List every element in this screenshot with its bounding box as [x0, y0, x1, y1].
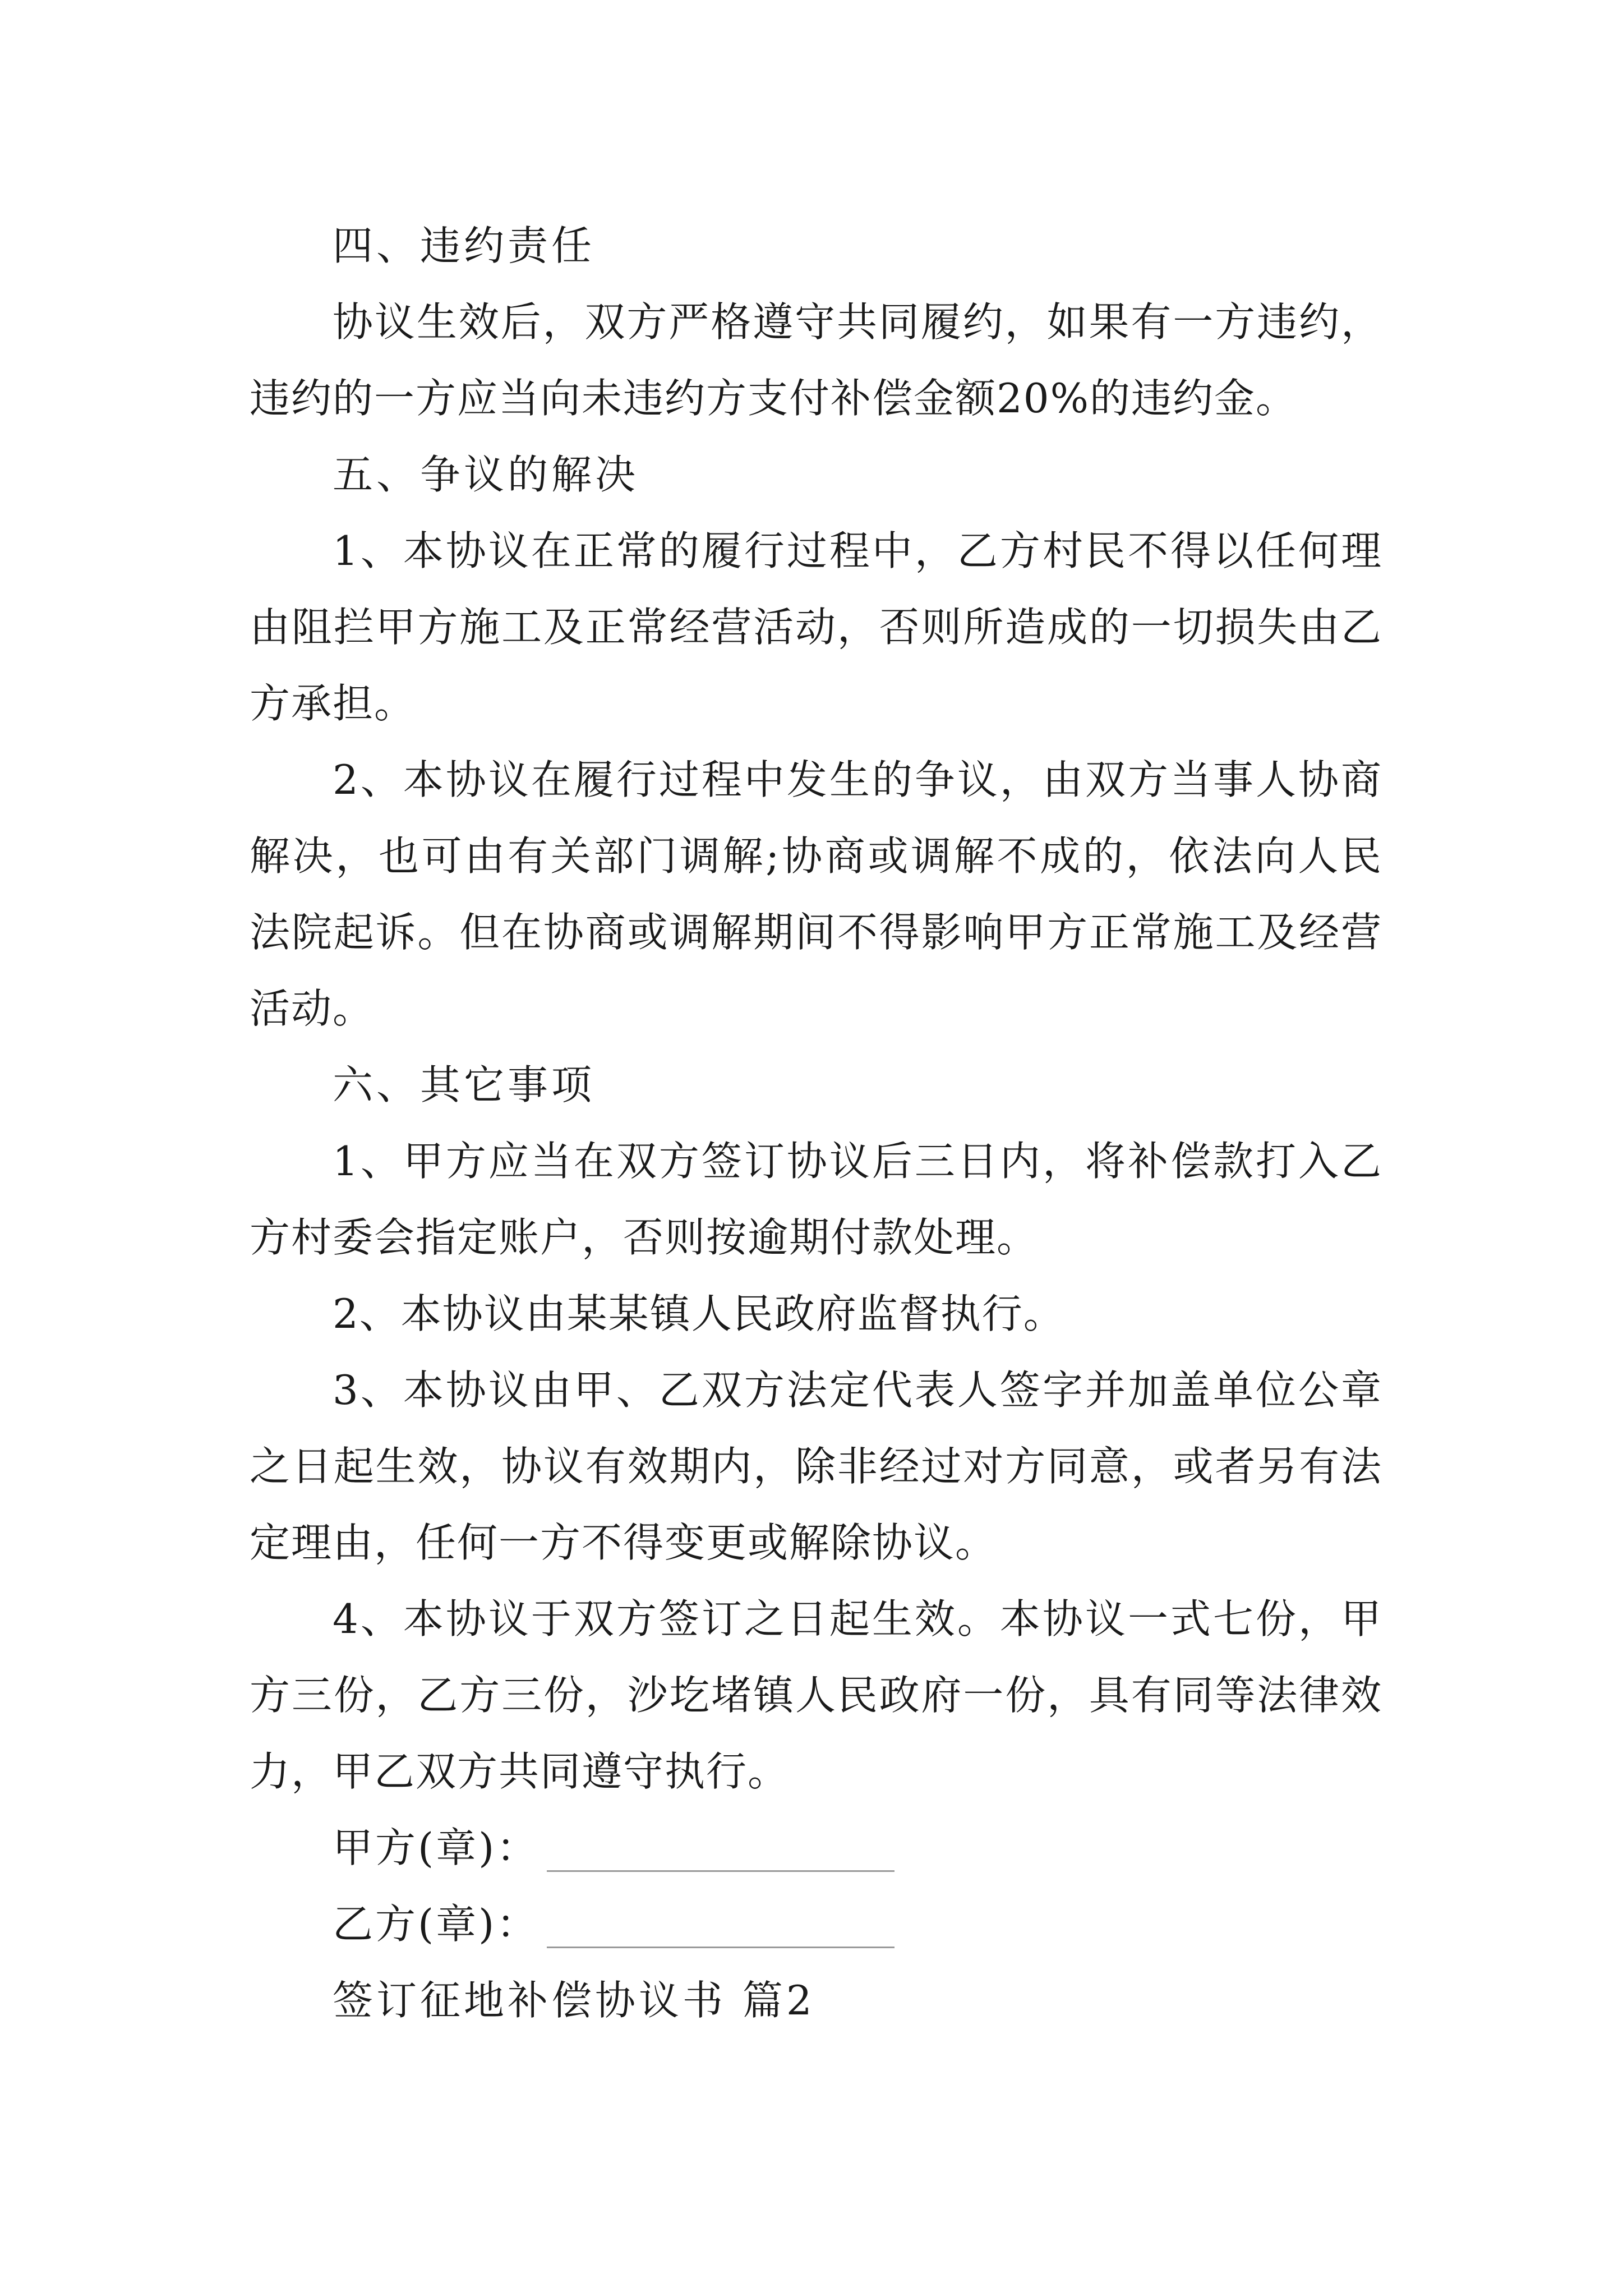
section-6-item-3: 3、本协议由甲、乙双方法定代表人签字并加盖单位公章之日起生效，协议有效期内，除非经过对方同意，或者另有法定理由，任何一方不得变更或解除协议。	[250, 1366, 1382, 1566]
section-6-heading: 六、其它事项	[333, 1061, 596, 1108]
section-5-heading: 五、争议的解决	[333, 451, 639, 498]
party-b-signature-blank[interactable]	[547, 1947, 895, 1948]
section-6-item-4: 4、本协议于双方签订之日起生效。本协议一式七份，甲方三份，乙方三份，沙圪堵镇人民政府一份，具有同等法律效力，甲乙双方共同遵守执行。	[250, 1595, 1382, 1795]
party-a-label: 甲方(章)：	[333, 1824, 540, 1871]
party-b-label: 乙方(章)：	[333, 1901, 540, 1948]
section-5-item-2: 2、本协议在履行过程中发生的争议，由双方当事人协商解决，也可由有关部门调解;协商或调解不成的，依法向人民法院起诉。但在协商或调解期间不得影响甲方正常施工及经营活动。	[250, 756, 1382, 1032]
party-b-signature-line	[250, 1886, 1382, 1962]
next-agreement-title: 签订征地补偿协议书 篇2	[333, 1977, 815, 2024]
section-5-item-1: 1、本协议在正常的履行过程中，乙方村民不得以任何理由阻拦甲方施工及正常经营活动，否则所造成的一切损失由乙方承担。	[250, 527, 1382, 727]
document-body	[250, 208, 1382, 2039]
section-6-item-2: 2、本协议由某某镇人民政府监督执行。	[333, 1290, 1065, 1337]
section-4-heading: 四、违约责任	[333, 222, 596, 269]
party-a-signature-line	[250, 1810, 1382, 1886]
party-a-signature-blank[interactable]	[547, 1870, 895, 1872]
section-4-body: 协议生效后，双方严格遵守共同履约，如果有一方违约，违约的一方应当向未违约方支付补偿金额20%的违约金。	[250, 298, 1382, 422]
section-6-item-1: 1、甲方应当在双方签订协议后三日内，将补偿款打入乙方村委会指定账户，否则按逾期付款处理。	[250, 1138, 1382, 1261]
